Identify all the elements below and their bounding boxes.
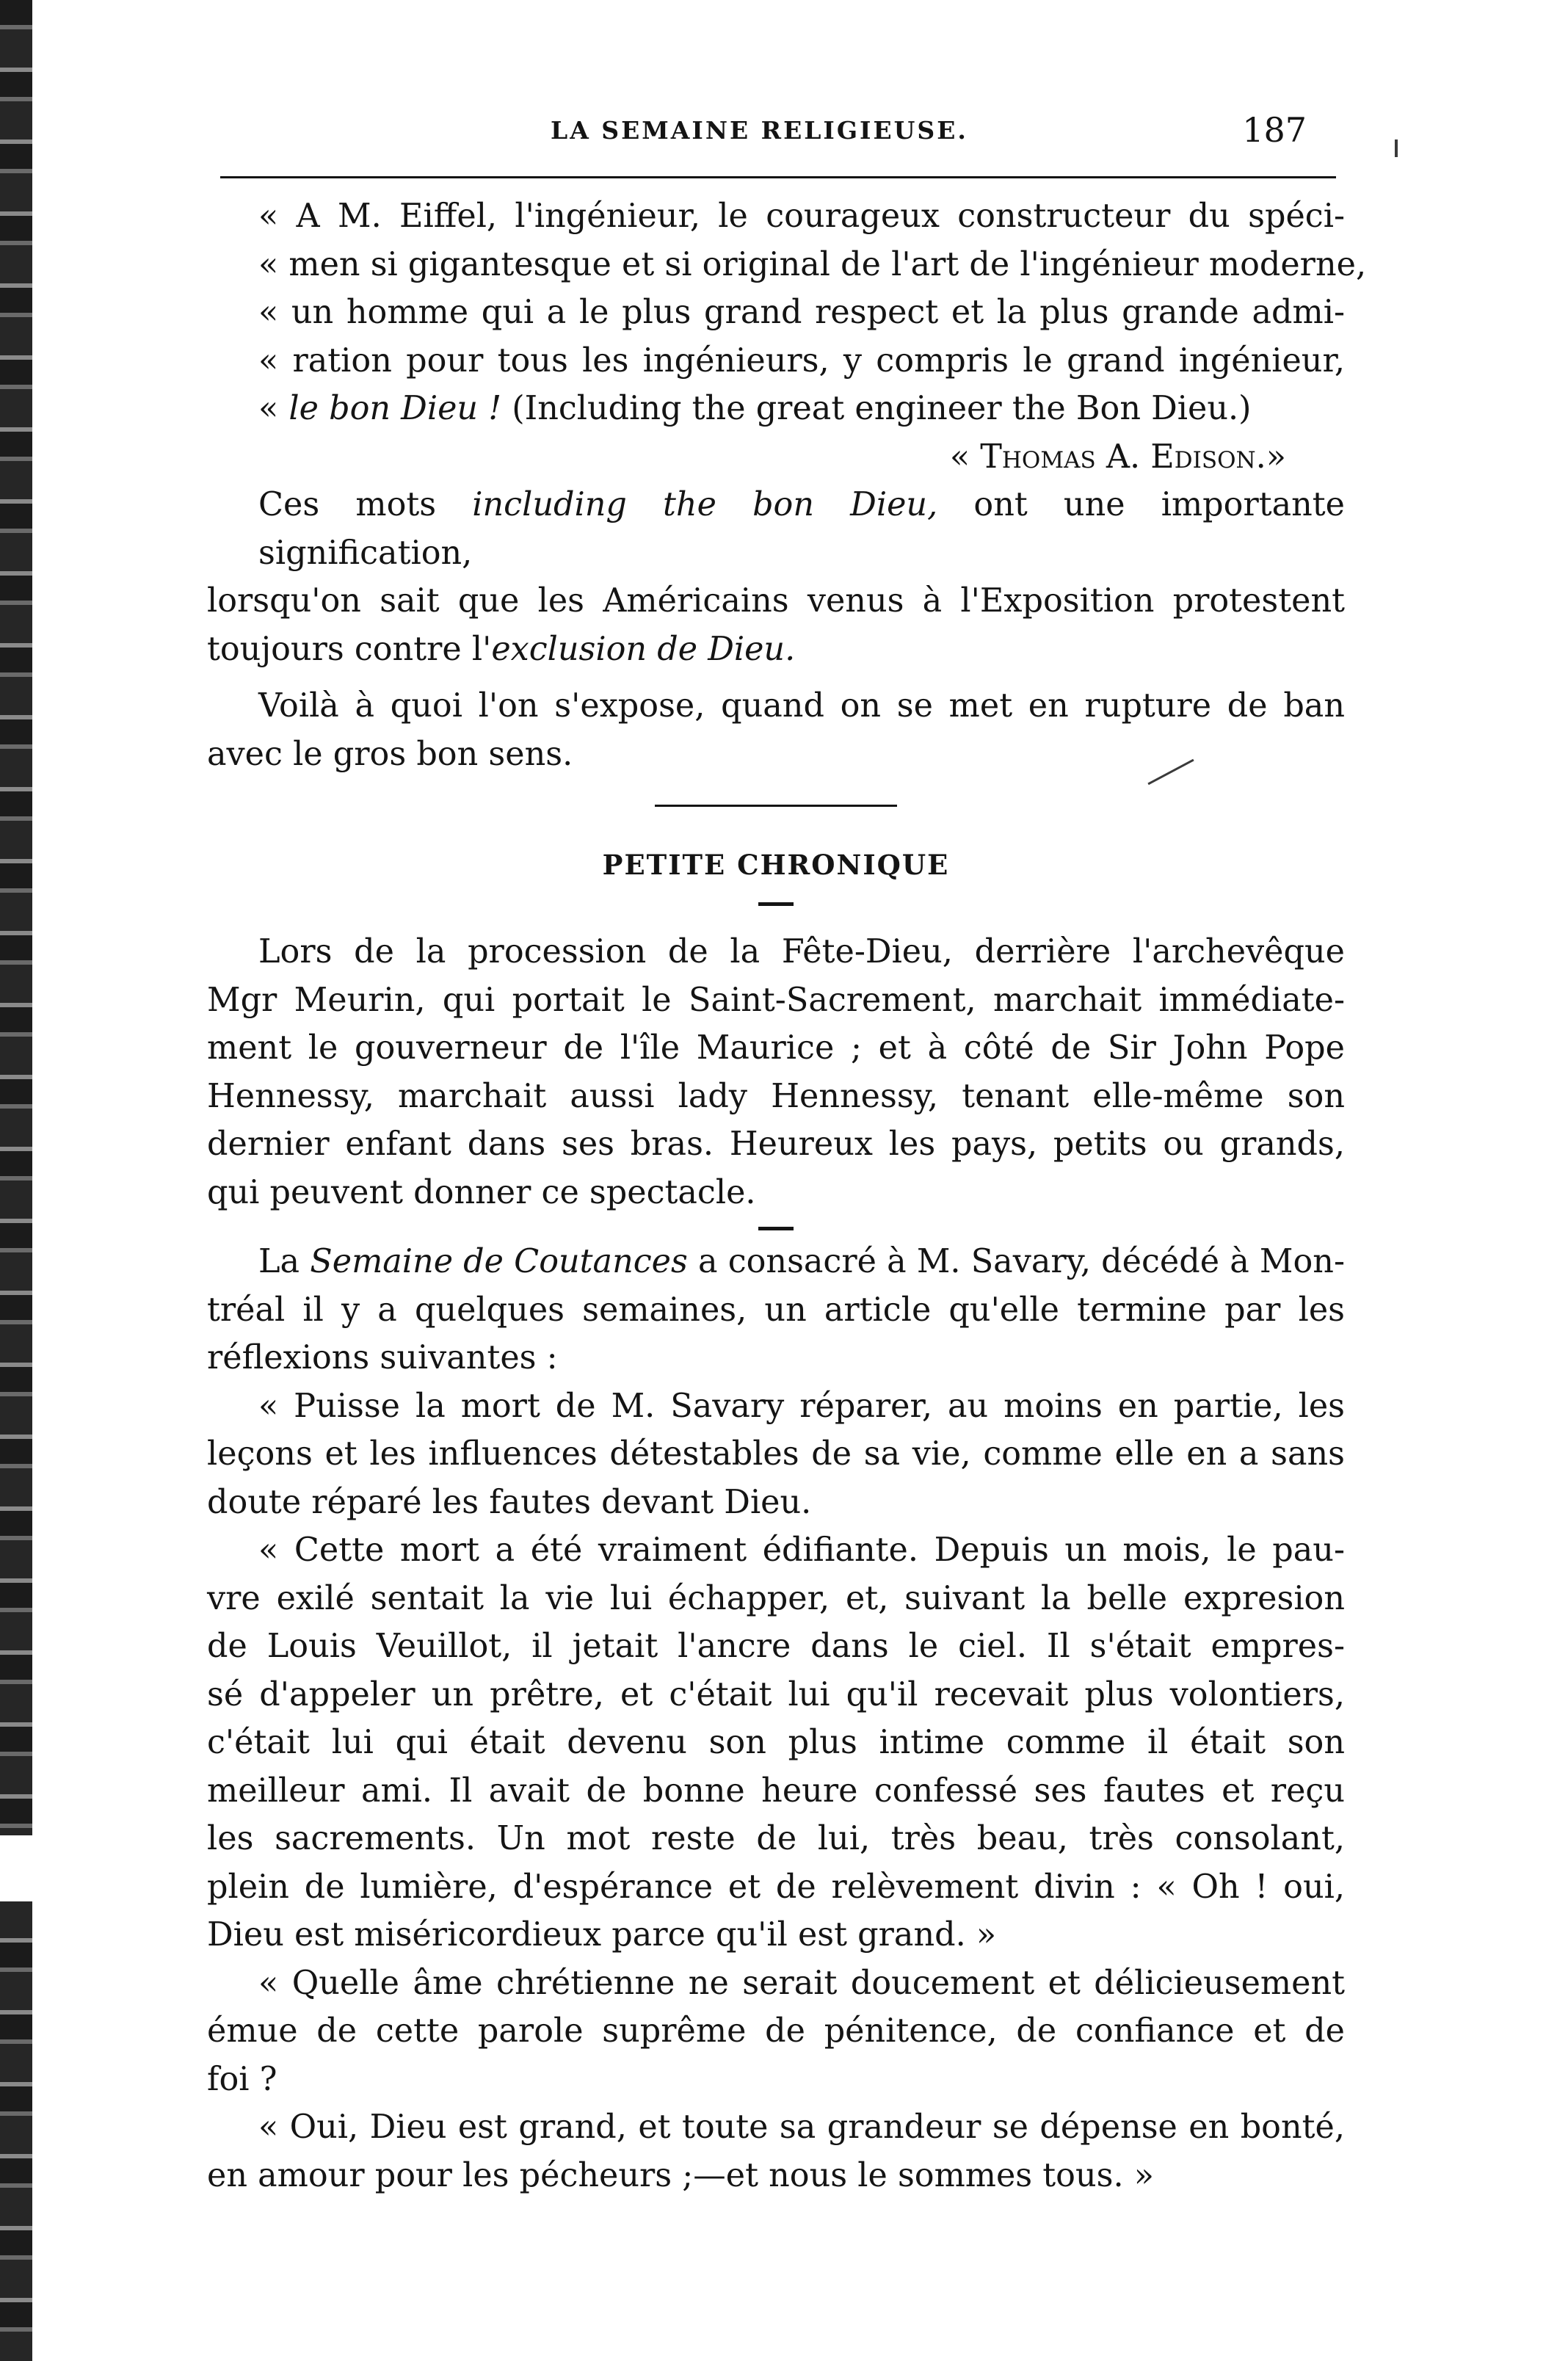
paragraph	[207, 928, 1345, 1216]
text-line: doute réparé les fautes devant Dieu.	[207, 1483, 812, 1521]
text-line: « A M. Eiffel, l'ingénieur, le courageux constructeur du spéci-	[258, 197, 1345, 235]
text-span: ont une importante signification,	[258, 486, 1346, 572]
text-line: foi ?	[207, 2060, 277, 2098]
paragraph	[207, 1526, 1345, 1959]
text-line: dernier enfant dans ses bras. Heureux les pays, petits ou grands,	[207, 1125, 1345, 1163]
header-rule	[220, 176, 1336, 178]
running-title: LA SEMAINE RELIGIEUSE.	[551, 116, 968, 145]
binding-gap	[0, 1835, 32, 1901]
paragraph	[207, 682, 1345, 778]
text-line: « Puisse la mort de M. Savary réparer, au moins en partie, les	[258, 1387, 1345, 1425]
text-line: réflexions suivantes :	[207, 1339, 558, 1377]
text-line	[207, 481, 1345, 577]
text-line	[207, 1238, 1345, 1286]
text-line: qui peuvent donner ce spectacle.	[207, 1173, 756, 1211]
page-number: 187	[1242, 110, 1307, 150]
text-line: en amour pour les pécheurs ;—et nous le sommes tous. »	[207, 2156, 1154, 2194]
text-line: les sacrements. Un mot reste de lui, très beau, très consolant,	[207, 1820, 1345, 1857]
text-line: « ration pour tous les ingénieurs, y compris le grand ingénieur,	[258, 341, 1345, 380]
text-line: « Oui, Dieu est grand, et toute sa grandeur se dépense en bonté,	[258, 2108, 1345, 2146]
binding-edge	[0, 0, 32, 2361]
text-line: Dieu est miséricordieux parce qu'il est grand. »	[207, 1916, 997, 1954]
text-line: meilleur ami. Il avait de bonne heure confessé ses fautes et reçu	[207, 1771, 1345, 1810]
text-column	[207, 192, 1367, 2199]
text-line: Hennessy, marchait aussi lady Hennessy, tenant elle-même son	[207, 1077, 1345, 1115]
text-line: plein de lumière, d'espérance et de relèvement divin : « Oh ! oui,	[207, 1868, 1345, 1906]
text-line: Voilà à quoi l'on s'expose, quand on se met en rupture de ban	[258, 687, 1345, 725]
paragraph-dash	[758, 1227, 794, 1230]
title-dash	[758, 902, 794, 906]
text-line	[207, 625, 1345, 674]
text-line	[207, 385, 1345, 433]
text-line: leçons et les influences détestables de sa vie, comme elle en a sans	[207, 1435, 1345, 1473]
text-line: avec le gros bon sens.	[207, 735, 573, 773]
italic-text: le bon Dieu !	[288, 390, 502, 427]
italic-text: Semaine de Coutances	[310, 1243, 688, 1280]
italic-text: exclusion de Dieu.	[491, 630, 796, 668]
section-title: PETITE CHRONIQUE	[602, 849, 950, 881]
text-span: (Including the great engineer the Bon Dieu.)	[501, 390, 1252, 427]
section-separator	[655, 805, 897, 807]
text-line: lorsqu'on sait que les Américains venus à l'Exposition protestent	[207, 582, 1345, 620]
text-line: Mgr Meurin, qui portait le Saint-Sacrement, marchait immédiate-	[207, 981, 1345, 1019]
text-line: ment le gouverneur de l'île Maurice ; et à côté de Sir John Pope	[207, 1029, 1345, 1067]
paragraph	[207, 1238, 1345, 1382]
edison-quote	[207, 192, 1367, 481]
signature: « Thomas A. Edison.»	[949, 438, 1286, 476]
text-line: « Cette mort a été vraiment édifiante. Depuis un mois, le pau-	[258, 1531, 1345, 1569]
text-line: tréal il y a quelques semaines, un article qu'elle termine par les	[207, 1291, 1345, 1329]
text-line: émue de cette parole suprême de pénitence, de confiance et de	[207, 2012, 1345, 2050]
text-span: «	[258, 390, 289, 427]
italic-text: including the bon Dieu,	[472, 486, 938, 523]
text-line: sé d'appeler un prêtre, et c'était lui qu'il recevait plus volontiers,	[207, 1675, 1345, 1713]
text-line: « Quelle âme chrétienne ne serait doucement et délicieusement	[258, 1964, 1345, 2002]
text-line: Lors de la procession de la Fête-Dieu, derrière l'archevêque	[258, 933, 1345, 971]
stray-mark	[1395, 139, 1398, 157]
text-span: La	[258, 1243, 311, 1280]
text-line: vre exilé sentait la vie lui échapper, et, suivant la belle expresion	[207, 1579, 1345, 1617]
text-span: toujours contre l'	[207, 630, 492, 668]
text-span: a consacré à M. Savary, décédé à Mon-	[687, 1243, 1345, 1280]
text-line: « men si gigantesque et si original de l'art de l'ingénieur moderne,	[258, 245, 1367, 283]
text-line: de Louis Veuillot, il jetait l'ancre dans le ciel. Il s'était empres-	[207, 1628, 1345, 1665]
text-span: Ces mots	[258, 486, 473, 523]
page-header	[220, 110, 1336, 169]
paragraph	[207, 2103, 1345, 2199]
paragraph	[207, 481, 1345, 673]
paragraph	[207, 1959, 1345, 2104]
text-line: « un homme qui a le plus grand respect et la plus grande admi-	[258, 294, 1345, 331]
paragraph	[207, 1382, 1345, 1527]
text-line: c'était lui qui était devenu son plus intime comme il était son	[207, 1724, 1345, 1761]
